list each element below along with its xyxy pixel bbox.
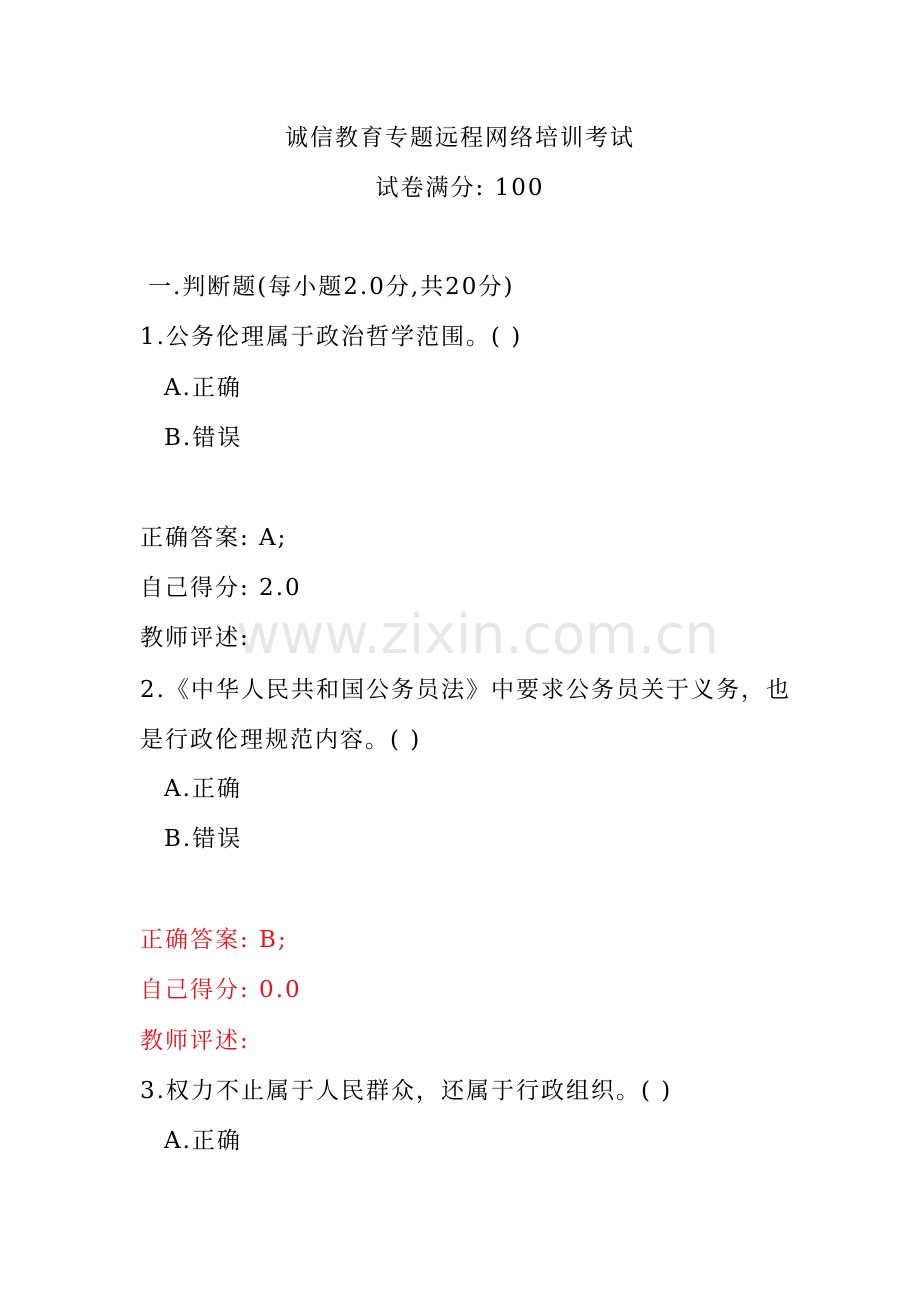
question-3-text: 3.权力不止属于人民群众，还属于行政组织。( ) [140, 1078, 673, 1104]
question-2-score: 自己得分: 0.0 [140, 977, 302, 1003]
question-2-teacher-comment: 教师评述: [140, 1028, 250, 1054]
question-1-option-a: A.正确 [164, 375, 242, 401]
question-3-option-a: A.正确 [164, 1128, 242, 1154]
section-heading: 一.判断题(每小题2.0分,共20分) [148, 274, 515, 300]
exam-title: 诚信教育专题远程网络培训考试 [285, 125, 635, 151]
question-1-text: 1.公务伦理属于政治哲学范围。( ) [140, 324, 523, 350]
question-1-score: 自己得分: 2.0 [140, 575, 302, 601]
question-2-option-a: A.正确 [164, 776, 242, 802]
question-2-option-b: B.错误 [164, 826, 243, 852]
question-2-text-line-2: 是行政伦理规范内容。( ) [140, 727, 422, 753]
question-2-text-line-1: 2.《中华人民共和国公务员法》中要求公务员关于义务，也 [140, 677, 791, 703]
question-1-teacher-comment: 教师评述: [140, 625, 250, 651]
question-1-correct-answer: 正确答案: A; [140, 525, 288, 551]
question-2-correct-answer: 正确答案: B; [140, 927, 288, 953]
question-1-option-b: B.错误 [164, 425, 243, 451]
full-score: 试卷满分: 100 [375, 175, 545, 201]
watermark-text: www.zixin.com.cn [236, 603, 719, 666]
